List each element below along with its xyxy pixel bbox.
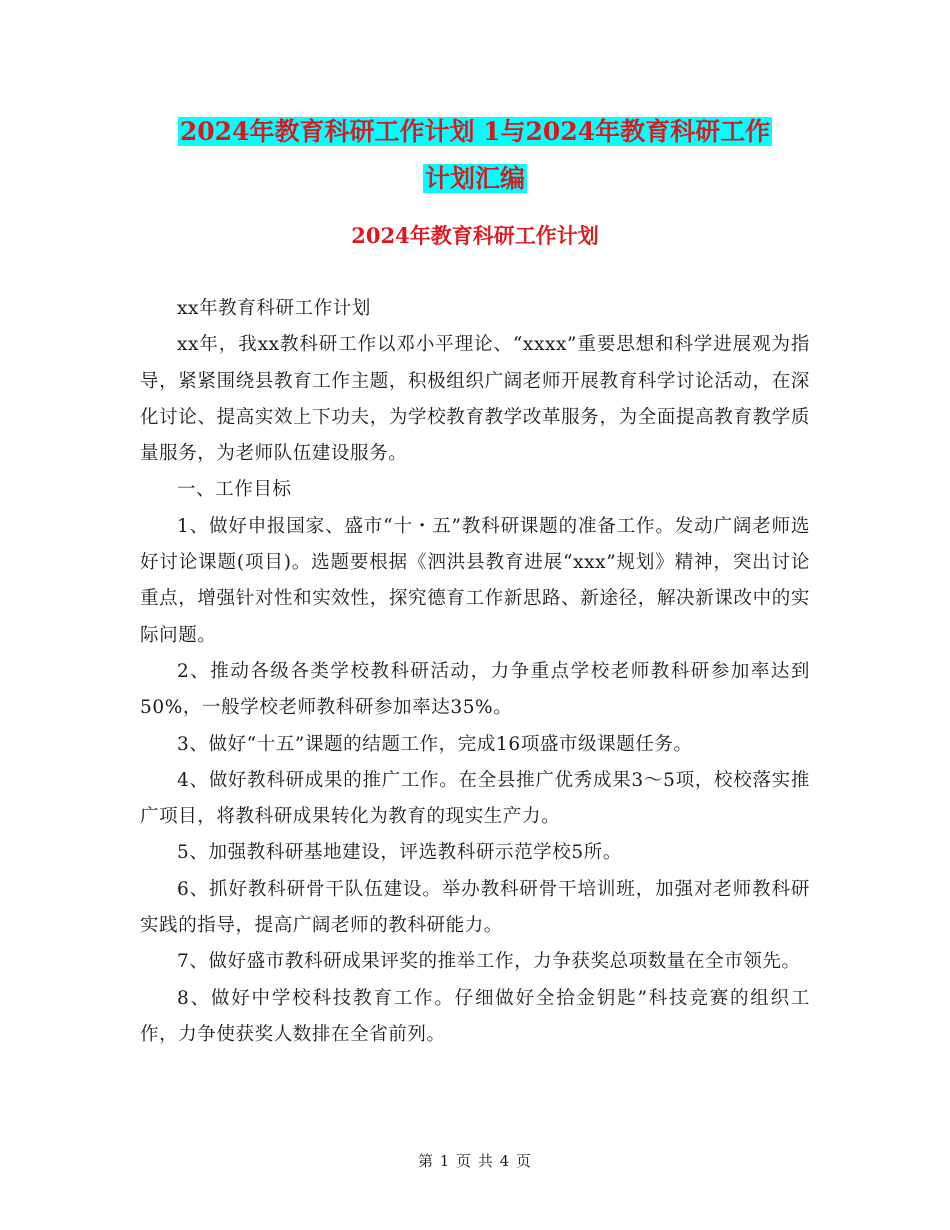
document-title: [140, 108, 810, 202]
paragraph-goal-2: 2、推动各级各类学校教科研活动，力争重点学校老师教科研参加率达到50%，一般学校老师教科研参加率达35%。: [140, 660, 810, 719]
page-footer: 第 1 页 共 4 页: [418, 1152, 532, 1170]
paragraph-goal-6: 6、抓好教科研骨干队伍建设。举办教科研骨干培训班，加强对老师教科研实践的指导，提高广阔老师的教科研能力。: [140, 878, 810, 937]
section-title: 2024年教育科研工作计划: [351, 223, 599, 248]
document-body: [140, 291, 810, 1053]
paragraph-intro: xx年，我xx教科研工作以邓小平理论、“xxxx”重要思想和科学进展观为指导，紧紧围绕县教育工作主题，积极组织广阔老师开展教育科学讨论活动，在深化讨论、提高实效上下功夫，为学校教育教学改革服务，为全面提高教育教学质量服务，为老师队伍建设服务。: [140, 334, 810, 465]
paragraph-goal-5: 5、加强教科研基地建设，评选教科研示范学校5所。: [177, 842, 622, 864]
paragraph-goal-3: 3、做好“十五”课题的结题工作，完成16项盛市级课题任务。: [177, 733, 693, 755]
paragraph-goal-4: 4、做好教科研成果的推广工作。在全县推广优秀成果3～5项，校校落实推广项目，将教科研成果转化为教育的现实生产力。: [140, 769, 810, 828]
document-title-line-2: 计划汇编: [424, 164, 525, 193]
document-title-line-1: 2024年教育科研工作计划 1与2024年教育科研工作: [179, 117, 771, 146]
paragraph-plan-heading: xx年教育科研工作计划: [177, 298, 371, 319]
paragraph-goal-7: 7、做好盛市教科研成果评奖的推举工作，力争获奖总项数量在全市领先。: [177, 951, 801, 973]
paragraph-goals-heading: 一、工作目标: [177, 479, 292, 501]
paragraph-goal-8: 8、做好中学校科技教育工作。仔细做好全拾金钥匙”科技竞赛的组织工作，力争使获奖人数排在全省前列。: [140, 987, 810, 1045]
paragraph-goal-1: 1、做好申报国家、盛市“十・五”教科研课题的准备工作。发动广阔老师选好讨论课题(项目)。选题要根据《泗洪县教育进展“xxx”规划》精神，突出讨论重点，增强针对性和实效性，探究德育工作新思路、新途径，解决新课改中的实际问题。: [140, 515, 810, 646]
